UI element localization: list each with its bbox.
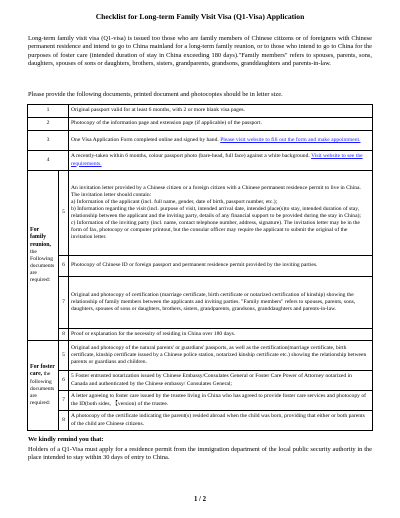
fill-form-link[interactable]: Please visit website to fill out the form and make appointment. bbox=[220, 136, 361, 143]
row-number: 7 bbox=[59, 391, 69, 411]
row-number: 7 bbox=[59, 277, 69, 329]
row-text: An invitation letter provided by a Chinese citizen or a foreign citizen with a Chinese permanent residence permit to live in China. The invitation letter should contain: a) Information of the applicant (incl. full name, gender, date of birth, passport number, etc.); b) Information regarding the visit (incl. purpose of visit, intended arrival date, intended place(s)to stay, intended duration of stay, relationship between the applicant and the inviting party, details of any financial support to be provided during the stay in China); c) Information of the inviting party (incl. name, contact telephone number, address, signature). The invitation letter may be in the form of fax, photocopy or computer printout, but the consular officer may require the applicant to submit the original of the invitation letter. bbox=[69, 171, 373, 256]
row-number: 5 bbox=[59, 341, 69, 371]
group-heading: For foster care, bbox=[30, 363, 55, 378]
row-number: 6 bbox=[59, 256, 69, 277]
reminder-text: Holders of a Q1-Visa must apply for a residence permit from the immigration department of the local public security authority in the place intended to stay within 30 days of entry to China. bbox=[28, 446, 372, 462]
page-number: 1 / 2 bbox=[193, 496, 207, 503]
row-text: Photocopy of the information page and extension page (if applicable) of the passport. bbox=[69, 118, 373, 131]
table-row bbox=[28, 256, 373, 277]
table-row bbox=[28, 391, 373, 411]
table-row bbox=[28, 131, 373, 151]
row-text: 5 Foster entrusted notarization issued by Chinese Embassy/Consulates General or Foster Care Power of Attorney notarized in Canada and authenticated by the Chinese embassy/ Consulates General; bbox=[69, 371, 373, 391]
row-text: One Visa Application Form completed online and signed by hand. bbox=[71, 136, 221, 143]
table-row bbox=[28, 329, 373, 341]
row-text: Photocopy of Chinese ID or foreign passport and permanent residence permit provided by the inviting parties. bbox=[69, 256, 373, 277]
row-cell bbox=[69, 131, 373, 151]
group-subtext: the Following documents are required: bbox=[30, 249, 55, 284]
row-text: A recently-taken within 6 months, colour passport photo (bare-head, full face) against a white background. bbox=[71, 153, 312, 160]
table-row bbox=[28, 411, 373, 431]
row-number: 8 bbox=[59, 411, 69, 431]
reminder-heading: We kindly remind you that: bbox=[28, 436, 104, 443]
group-subtext: the following documents are required: bbox=[30, 371, 55, 406]
row-number: 6 bbox=[59, 371, 69, 391]
table-row bbox=[28, 171, 373, 256]
group-label-foster-care bbox=[28, 341, 59, 431]
row-number: 4 bbox=[28, 151, 69, 171]
intro-paragraph: Long-term family visit visa (Q1-visa) is issued too those who are family members of Chinese citizens or of foreigners with Chinese permanent residence and intend to go to China mainland for a long-term family reunion, or to those who intend to go to China for the purposes of foster care (intended duration of stay in China exceeding 180 days)."Family members" refers to spouses, parents, sons, daughters, spouses of sons or daughters, brothers, sisters, grandparents, grandsons, granddaughters and parents-in-law. bbox=[28, 35, 372, 68]
table-row bbox=[28, 105, 373, 118]
row-text: Original and photocopy of certification (marriage certificate, birth certificate or notarized certification of kinship) showing the relationship of family members between the applicants and inviting parties. "Family members" refers to spouses, parents, sons, daughters, spouses of sons or daughters, brothers, sisters, grandparents, grandsons, granddaughters and parents-in-law. bbox=[69, 277, 373, 329]
table-row bbox=[28, 118, 373, 131]
photo-requirements-link[interactable]: Visit website to see the requirements. bbox=[71, 153, 363, 167]
row-text: A letter agreeing to foster care issued by the trustee living in China who has agreed to provide foster care services and photocopy of the ID(both sides, 【version) of the trustee. bbox=[69, 391, 373, 411]
instruction-text: Please provide the following documents, printed document and photocopies should be in letter size. bbox=[28, 91, 283, 98]
table-row bbox=[28, 371, 373, 391]
row-number: 1 bbox=[28, 105, 69, 118]
row-text: A photocopy of the certificate indicating the parent(s) resided abroad when the child was born, providing that either or both parents of the child are Chinese citizens. bbox=[69, 411, 373, 431]
table-row bbox=[28, 277, 373, 329]
group-heading: For family reunion, bbox=[30, 226, 52, 248]
table-row bbox=[28, 341, 373, 371]
row-text: Proof or explanation for the necessity of residing in China over 180 days. bbox=[69, 329, 373, 341]
row-number: 8 bbox=[59, 329, 69, 341]
row-text: Original and photocopy of the natural parents' or guardians' passports, as well as the certification(marriage certificate, birth certificate, kinship certificate issued by a Chinese police station, notarized kinship certificate etc.) showing the relationship between parents or guardians and children. bbox=[69, 341, 373, 371]
row-number: 2 bbox=[28, 118, 69, 131]
row-number: 5 bbox=[59, 171, 69, 256]
table-row bbox=[28, 151, 373, 171]
row-number: 3 bbox=[28, 131, 69, 151]
page-title: Checklist for Long-term Family Visit Visa (Q1-Visa) Application bbox=[95, 12, 305, 21]
row-text: Original passport valid for at least 6 months, with 2 or more blank visa pages. bbox=[69, 105, 373, 118]
requirements-table bbox=[27, 104, 373, 431]
group-label-family-reunion bbox=[28, 171, 59, 341]
row-cell bbox=[69, 151, 373, 171]
